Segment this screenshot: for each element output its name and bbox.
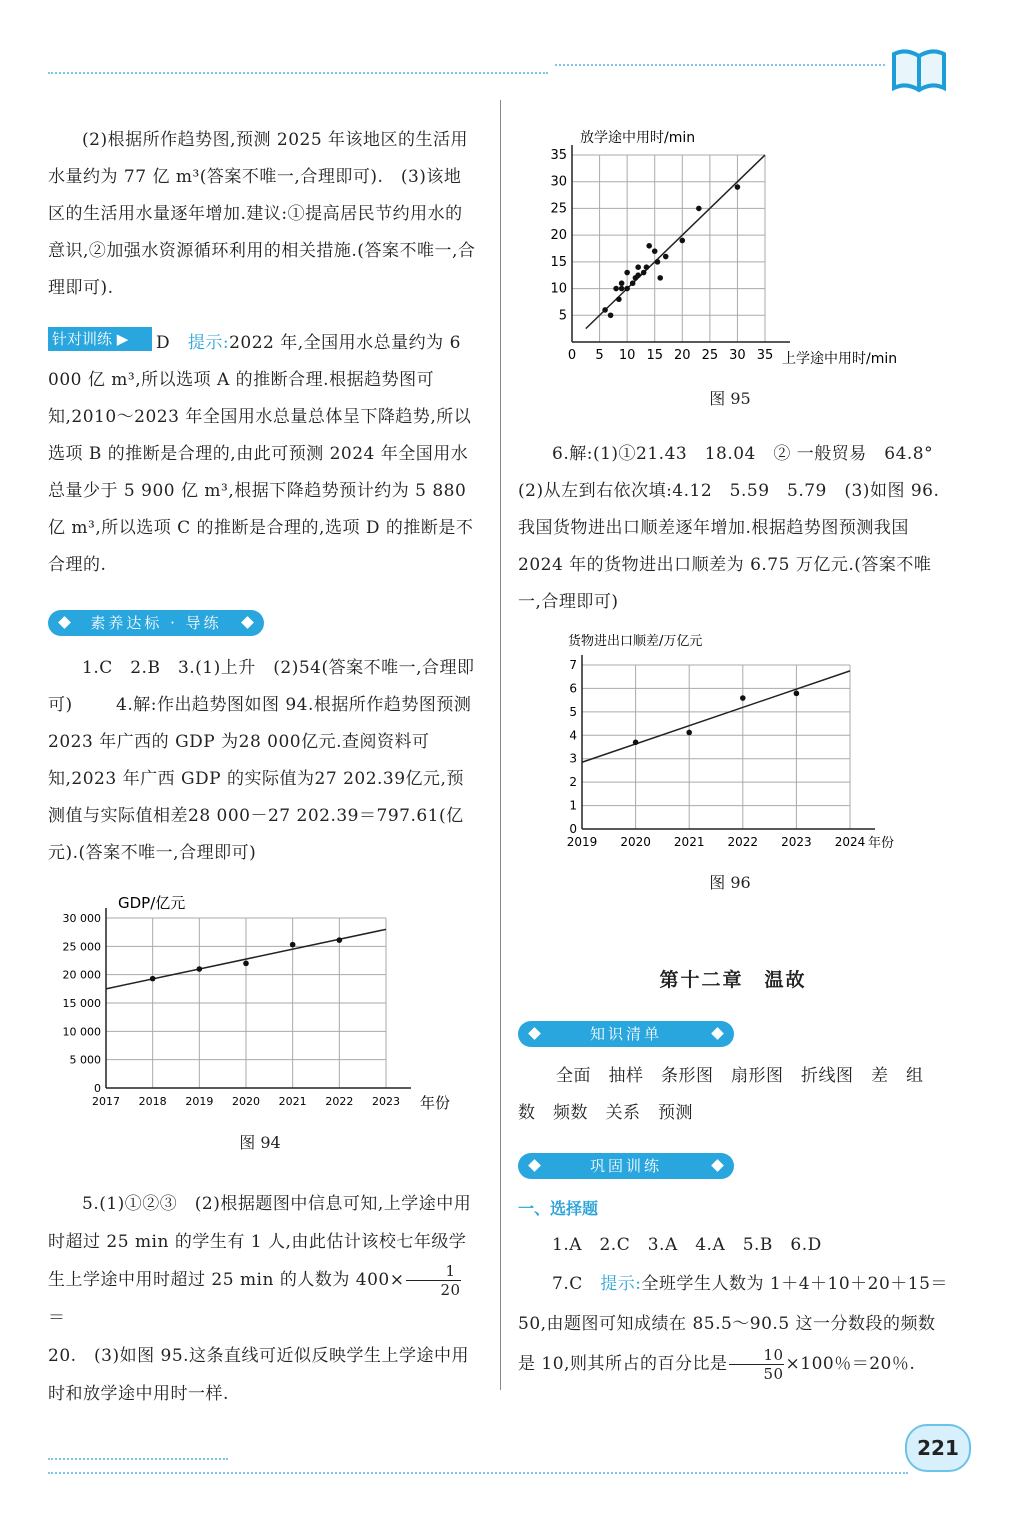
y-tick-label: 30 000 xyxy=(62,912,101,925)
header-rule-right xyxy=(555,64,885,66)
page-number-badge xyxy=(905,1424,971,1472)
figure-96-caption: 图 96 xyxy=(709,873,751,892)
data-point xyxy=(657,275,663,281)
y-tick-label: 15 xyxy=(550,254,567,270)
y-axis-label: 放学途中用时/min xyxy=(580,130,696,146)
data-point xyxy=(679,238,685,244)
consolidate-badge xyxy=(518,1153,734,1179)
y-tick-label: 25 000 xyxy=(62,940,101,954)
y-tick-label: 7 xyxy=(569,658,577,672)
data-point xyxy=(635,264,641,270)
y-tick-label: 25 xyxy=(550,201,567,217)
data-point xyxy=(608,312,614,318)
x-tick-label: 2024 xyxy=(834,835,866,849)
x-tick-label: 2020 xyxy=(232,1095,260,1108)
training-answer-paragraph xyxy=(48,325,478,584)
y-tick-label: 10 xyxy=(550,281,567,297)
training-text: 2022 年,全国用水总量约为 6 000 亿 m³,所以选项 A 的推断合理.根据趋势图可知,2010～2023 年全国用水总量总体呈下降趋势,所以选项 B 的推断是合理的,由此可预测 2024 年全国用水总量少于 5 900 亿 m³,根据下降趋势预计约为 5 880 亿 m³,所以选项 C 的推断是合理的,选项 D 的推断是不合理的. xyxy=(48,333,474,575)
y-tick-label: 0 xyxy=(569,822,577,836)
chapter-title: 第十二章 温故 xyxy=(659,969,807,991)
knowledge-badge xyxy=(518,1021,734,1047)
knowledge-list: 全面 抽样 条形图 扇形图 折线图 差 组 数 频数 关系 预测 xyxy=(518,1066,924,1123)
header-rule xyxy=(48,72,548,74)
x-tick-label: 2018 xyxy=(138,1095,167,1108)
training-badge: 针对训练 ▶ xyxy=(48,327,152,351)
x-tick-label: 2019 xyxy=(566,835,598,849)
data-point xyxy=(619,280,625,286)
data-point xyxy=(646,243,652,249)
data-point xyxy=(794,691,800,697)
figure-94-chart xyxy=(48,890,468,1120)
y-tick-label: 20 xyxy=(550,228,567,244)
data-point xyxy=(197,966,203,972)
footer-rule-short xyxy=(48,1458,228,1460)
trend-line xyxy=(586,155,765,329)
data-point xyxy=(290,942,296,948)
data-point xyxy=(624,270,630,276)
x-tick-label: 2023 xyxy=(781,835,812,849)
page-number: 221 xyxy=(917,1436,959,1460)
y-tick-label: 30 xyxy=(550,174,567,190)
fraction-1-20: $\frac{1}{20}$ xyxy=(406,1262,460,1299)
training-answer: D xyxy=(156,333,171,353)
y-tick-label: 2 xyxy=(569,775,577,790)
answer-5: 5.(1)①②③ (2)根据题图中信息可知,上学途中用时超过 25 min 的学生有 1 人,由此估计该校七年级学生上学途中用时超过 25 min 的人数为 400× $\frac{1}{20}$ ＝ 20. (3)如图 95.这条直线可近似反映学生上学途中用时和放学途中用时一样. xyxy=(48,1194,472,1404)
x-tick-label: 2021 xyxy=(673,835,705,849)
fraction-10-50: $\frac{10}{50}$ xyxy=(729,1346,783,1383)
y-tick-label: 1 xyxy=(569,798,577,813)
data-point xyxy=(663,254,669,260)
x-tick-label: 2020 xyxy=(620,835,651,849)
data-point xyxy=(740,695,746,701)
answer-7: 7.C 提示:全班学生人数为 1＋4＋10＋20＋15＝50,由题图可知成绩在 85.5～90.5 这一分数段的频数是 10,则其所占的百分比是 $\frac{10}{50}$ ×100％＝20％. xyxy=(518,1274,948,1383)
y-tick-label: 5 000 xyxy=(69,1053,101,1067)
x-tick-label: 2021 xyxy=(278,1095,307,1108)
data-point xyxy=(630,280,636,286)
left-paragraph-2: (2)根据所作趋势图,预测 2025 年该地区的生活用水量约为 77 亿 m³(答案不唯一,合理即可). (3)该地区的生活用水量逐年增加.建议:①提高居民节约用水的意识,②加强水资源循环利用的相关措施.(答案不唯一,合理即可). xyxy=(48,130,476,298)
answers-1-3: 1.C 2.B 3.(1)上升 (2)54(答案不唯一,合理即可) xyxy=(48,658,475,715)
data-point xyxy=(619,286,625,292)
x-tick-label: 20 xyxy=(674,348,691,363)
y-tick-label: 6 xyxy=(569,681,577,696)
y-tick-label: 35 xyxy=(550,148,567,163)
data-point xyxy=(337,937,343,943)
data-point xyxy=(644,264,650,270)
x-tick-label: 30 xyxy=(729,348,746,363)
y-tick-label: 4 xyxy=(569,728,577,743)
x-tick-label: 2022 xyxy=(325,1095,354,1108)
y-tick-label: 20 000 xyxy=(62,968,101,982)
knowledge-badge-label: 知识清单 xyxy=(589,1025,662,1043)
consolidate-badge-label: 巩固训练 xyxy=(589,1157,662,1175)
x-tick-label: 35 xyxy=(756,348,774,363)
y-tick-label: 10 000 xyxy=(62,1025,101,1039)
y-tick-label: 15 000 xyxy=(62,997,101,1010)
x-tick-label: 15 xyxy=(646,348,663,363)
book-icon xyxy=(890,44,948,94)
y-axis-label: 货物进出口顺差/万亿元 xyxy=(568,634,703,649)
section-badge-literacy xyxy=(48,610,264,636)
data-point xyxy=(686,730,692,736)
x-tick-label: 2019 xyxy=(185,1095,214,1108)
data-point xyxy=(641,270,647,276)
data-point xyxy=(633,740,639,746)
x-tick-label: 2022 xyxy=(727,835,759,849)
x-tick-label: 10 xyxy=(618,348,636,363)
data-point xyxy=(243,961,249,967)
x-tick-label: 2017 xyxy=(92,1095,120,1108)
data-point xyxy=(635,272,641,278)
data-point xyxy=(735,184,741,190)
trend-line xyxy=(582,671,850,762)
figure-95-caption: 图 95 xyxy=(709,389,751,408)
hint-label: 提示: xyxy=(187,333,230,353)
y-axis-label: GDP/亿元 xyxy=(118,894,186,912)
x-axis-label: 年份 xyxy=(868,836,895,851)
column-divider xyxy=(500,100,501,1390)
data-point xyxy=(602,307,608,313)
y-tick-label: 0 xyxy=(94,1082,101,1095)
y-tick-label: 5 xyxy=(558,308,567,324)
y-tick-label: 5 xyxy=(569,704,577,719)
data-point xyxy=(613,286,619,292)
figure-95-chart xyxy=(520,120,920,375)
data-point xyxy=(616,296,622,302)
figure-96-chart xyxy=(540,625,920,860)
data-point xyxy=(150,976,156,982)
data-point xyxy=(696,206,702,212)
data-point xyxy=(655,259,661,265)
answer-4: 4.解:作出趋势图如图 94.根据所作趋势图预测 2023 年广西的 GDP 为28 000亿元.查阅资料可知,2023 年广西 GDP 的实际值为27 202.39亿元,预测值与实际值相差28 000－27 202.39＝797.61(亿元).(答案不唯一,合理即可) xyxy=(48,695,472,863)
x-axis-label: 上学途中用时/min xyxy=(782,351,898,367)
x-tick-label: 25 xyxy=(701,348,719,363)
choice-answers: 1.A 2.C 3.A 4.A 5.B 6.D xyxy=(552,1235,822,1255)
training-badge-label: 针对训练 xyxy=(52,330,113,348)
choice-heading: 一、选择题 xyxy=(518,1199,599,1218)
x-tick-label: 2023 xyxy=(372,1095,400,1108)
data-point xyxy=(652,248,658,254)
section-badge-label: 素养达标 · 导练 xyxy=(90,614,222,632)
x-axis-label: 年份 xyxy=(420,1094,451,1112)
figure-94-caption: 图 94 xyxy=(239,1133,281,1152)
answer-6: 6.解:(1)①21.43 18.04 ② 一般贸易 64.8° (2)从左到右依次填:4.12 5.59 5.79 (3)如图 96.我国货物进出口顺差逐年增加.根据趋势图预测我国 2024 年的货物进出口顺差为 6.75 万亿元.(答案不唯一,合理即可) xyxy=(518,444,951,612)
x-tick-label: 0 xyxy=(567,348,577,363)
x-tick-label: 5 xyxy=(595,348,604,363)
y-tick-label: 3 xyxy=(569,751,577,766)
data-point xyxy=(624,286,630,292)
footer-rule xyxy=(48,1472,908,1474)
